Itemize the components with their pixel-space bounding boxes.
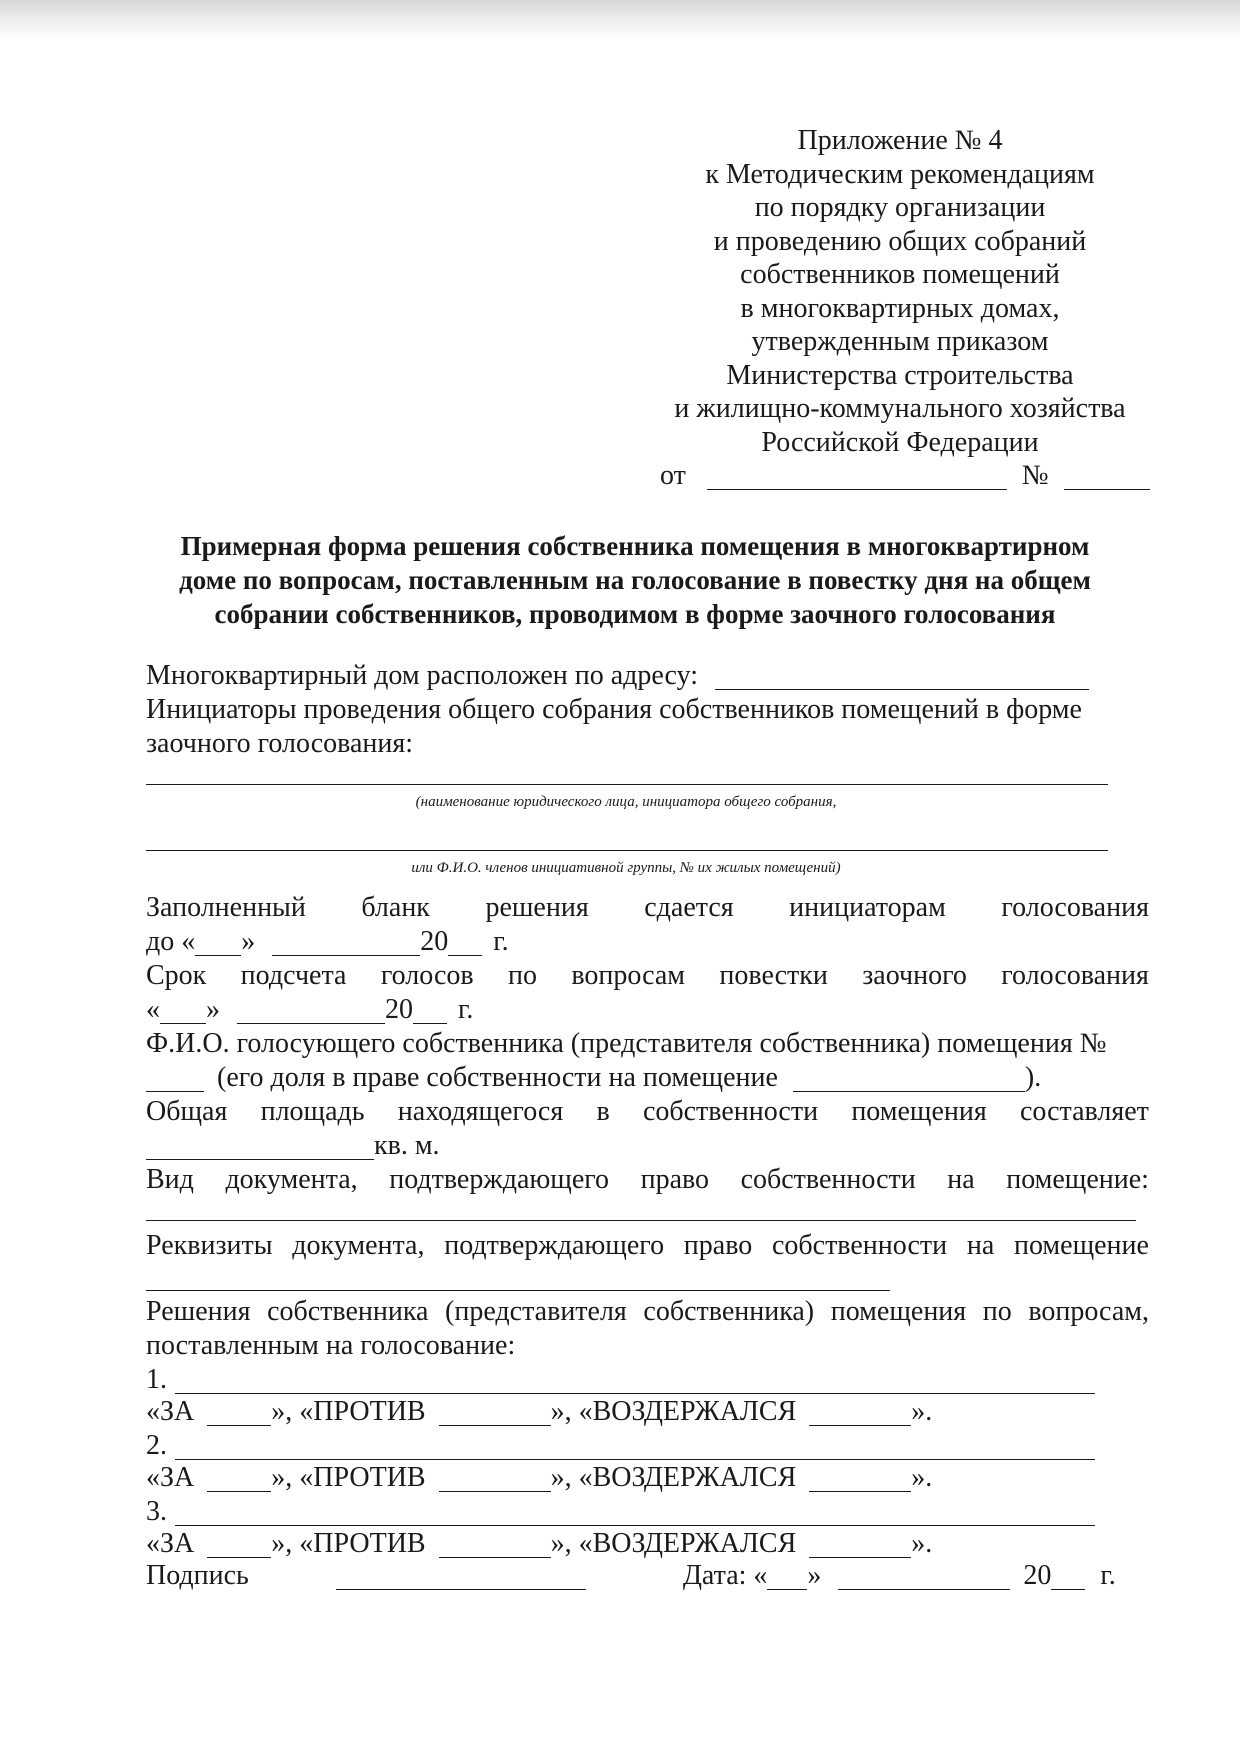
vote-abstain-label: », «ВОЗДЕРЖАЛСЯ [550, 1528, 797, 1559]
vote-end: ». [911, 1396, 933, 1427]
count-word: подсчета [240, 960, 347, 991]
appendix-line: и проведению общих собраний [713, 225, 1087, 257]
vote-abstain-label: », «ВОЗДЕРЖАЛСЯ [550, 1462, 797, 1493]
submit-word: сдается [644, 892, 734, 923]
share-line [146, 1062, 1041, 1094]
submit-until-label: до « [146, 926, 196, 957]
appendix-line: Министерства строительства [726, 359, 1074, 391]
initiators-line: Инициаторы проведения общего собрания собственников помещений в форме [146, 694, 1082, 725]
doc-req-word: помещение [1013, 1230, 1149, 1261]
decisions-word: помещения [830, 1296, 967, 1327]
submit-word: инициаторам [789, 892, 946, 923]
area-word: помещения [851, 1096, 987, 1127]
area-word: собственности [642, 1096, 819, 1127]
appendix-line: по порядку организации [754, 192, 1046, 223]
vote-end: ». [911, 1528, 933, 1559]
doc-req-word: право [683, 1230, 753, 1261]
count-date-line [146, 994, 473, 1026]
submission-date-line [146, 926, 509, 958]
appendix-line: Приложение № 4 [797, 125, 1003, 156]
vote-against-label: », «ПРОТИВ [271, 1396, 426, 1427]
address-field[interactable] [715, 663, 1089, 690]
vote-row [146, 1528, 932, 1560]
area-word: площадь [260, 1096, 365, 1127]
submit-word: голосования [1001, 892, 1149, 923]
count-word: Срок [146, 960, 207, 991]
vote-against-label: », «ПРОТИВ [271, 1528, 426, 1559]
date-quote-close: » [807, 1560, 822, 1591]
doc-type-word: помещение: [1006, 1164, 1149, 1195]
vote-row [146, 1396, 932, 1428]
signature-row [146, 1560, 1149, 1592]
share-text: (его доля в праве собственности на помещение [217, 1062, 778, 1093]
vote-row [146, 1462, 932, 1494]
doc-requisites-field[interactable] [146, 1264, 890, 1291]
doc-type-word: собственности [740, 1164, 916, 1195]
year-prefix: 20 [385, 994, 413, 1025]
decisions-line: поставленным на голосование: [146, 1330, 516, 1361]
vote-against-field[interactable] [439, 1465, 551, 1492]
vote-against-label: », «ПРОТИВ [271, 1462, 426, 1493]
order-date-field[interactable] [707, 463, 1007, 490]
area-line [146, 1096, 1149, 1128]
count-month-field[interactable] [237, 997, 385, 1024]
date-day-field[interactable] [767, 1563, 807, 1590]
vote-end: ». [911, 1462, 933, 1493]
decisions-word: по [982, 1296, 1012, 1327]
area-unit: кв. м. [374, 1130, 440, 1161]
area-word: находящегося [397, 1096, 564, 1127]
decisions-word: (представителя [445, 1296, 627, 1327]
appendix-line: Российской Федерации [761, 426, 1039, 458]
vote-for-label: «ЗА [146, 1528, 195, 1559]
premises-number-field[interactable] [146, 1065, 204, 1092]
initiator-name-field[interactable] [146, 758, 1108, 785]
date-year-field[interactable] [1051, 1563, 1085, 1590]
initiators-line: заочного голосования: [146, 728, 414, 759]
vote-for-label: «ЗА [146, 1462, 195, 1493]
fio-line: Ф.И.О. голосующего собственника (представителя собственника) помещения № [146, 1028, 1107, 1059]
vote-for-label: «ЗА [146, 1396, 195, 1427]
doc-requisites-line [146, 1230, 1149, 1262]
count-word: голосования [1001, 960, 1149, 991]
order-number-field[interactable] [1064, 463, 1150, 490]
submit-word: Заполненный [146, 892, 306, 923]
initiator-caption: (наименование юридического лица, инициатора общего собрания, [415, 794, 837, 810]
question-text-field[interactable] [175, 1367, 1095, 1394]
question-number: 3. [146, 1496, 167, 1527]
doc-type-field[interactable] [146, 1194, 1136, 1221]
area-field[interactable] [146, 1133, 374, 1160]
doc-type-word: на [947, 1164, 975, 1195]
area-word: Общая [146, 1096, 228, 1127]
count-word: голосов [380, 960, 474, 991]
date-month-field[interactable] [838, 1563, 1010, 1590]
submit-word: бланк [361, 892, 430, 923]
doc-type-word: документа, [225, 1164, 358, 1195]
count-line [146, 960, 1149, 992]
decisions-word: собственника [267, 1296, 429, 1327]
count-year-field[interactable] [413, 997, 447, 1024]
question-text-field[interactable] [175, 1433, 1095, 1460]
count-word: заочного [862, 960, 967, 991]
date-year-prefix: 20 [1023, 1560, 1052, 1591]
decisions-word: собственника) [643, 1296, 815, 1327]
appendix-line: в многоквартирных домах, [740, 292, 1060, 324]
signature-field[interactable] [336, 1563, 586, 1590]
ownership-share-field[interactable] [793, 1065, 1025, 1092]
date-year-suffix: г. [1100, 1560, 1116, 1591]
count-word: по [508, 960, 537, 991]
submit-month-field[interactable] [272, 929, 420, 956]
decisions-word: Решения [146, 1296, 251, 1327]
date-label: Дата: « [682, 1560, 768, 1591]
doc-req-word: документа, [292, 1230, 425, 1261]
vote-abstain-label: », «ВОЗДЕРЖАЛСЯ [550, 1396, 797, 1427]
appendix-line: и жилищно-коммунального хозяйства [674, 393, 1126, 424]
year-prefix: 20 [420, 926, 449, 957]
question-row [146, 1364, 1095, 1396]
appendix-line: к Методическим рекомендациям [705, 158, 1095, 190]
year-suffix: г. [458, 994, 474, 1025]
appendix-header [640, 124, 1160, 493]
count-word: повестки [719, 960, 828, 991]
initiator-group-caption: или Ф.И.О. членов инициативной группы, № их жилых помещений) [411, 860, 841, 876]
address-line [146, 660, 1089, 692]
vote-abstain-field[interactable] [809, 1399, 911, 1426]
decisions-line [146, 1296, 1149, 1328]
area-word: составляет [1019, 1096, 1149, 1127]
question-row [146, 1496, 1095, 1528]
count-day-field[interactable] [160, 997, 206, 1024]
vote-against-field[interactable] [439, 1531, 551, 1558]
title-line: Примерная форма решения собственника помещения в многоквартирном [180, 531, 1090, 561]
share-close: ). [1024, 1062, 1042, 1093]
decisions-word: вопросам, [1028, 1296, 1149, 1327]
doc-type-word: Вид [146, 1164, 194, 1195]
count-word: вопросам [571, 960, 686, 991]
question-row [146, 1430, 1095, 1462]
doc-req-word: Реквизиты [146, 1230, 273, 1261]
submit-day-field[interactable] [195, 929, 241, 956]
submit-word: решения [485, 892, 589, 923]
vote-against-field[interactable] [439, 1399, 551, 1426]
quote-close: » [206, 994, 220, 1025]
appendix-line: утвержденным приказом [751, 326, 1049, 357]
initiator-group-field[interactable] [146, 824, 1108, 851]
address-label: Многоквартирный дом расположен по адресу: [146, 660, 699, 691]
question-text-field[interactable] [175, 1499, 1095, 1526]
order-number-label: № [1021, 460, 1049, 491]
quote-open: « [146, 994, 160, 1025]
vote-for-field[interactable] [207, 1531, 271, 1558]
vote-for-field[interactable] [207, 1399, 271, 1426]
vote-abstain-field[interactable] [809, 1465, 911, 1492]
question-number: 1. [146, 1364, 167, 1395]
vote-abstain-field[interactable] [809, 1531, 911, 1558]
question-number: 2. [146, 1430, 167, 1461]
doc-req-word: на [966, 1230, 995, 1261]
appendix-line: собственников помещений [740, 259, 1060, 290]
year-suffix: г. [493, 926, 509, 957]
quote-close: » [241, 926, 256, 957]
vote-for-field[interactable] [207, 1465, 271, 1492]
doc-req-word: подтверждающего [444, 1230, 665, 1261]
doc-type-line [146, 1164, 1149, 1196]
document-title [140, 529, 1130, 631]
doc-type-word: право [640, 1164, 710, 1195]
area-word: в [596, 1096, 610, 1127]
signature-label: Подпись [146, 1560, 249, 1591]
order-date-number-line [640, 459, 1160, 493]
title-line: собрании собственников, проводимом в форме заочного голосования [214, 599, 1056, 629]
doc-type-word: подтверждающего [389, 1164, 610, 1195]
submit-year-field[interactable] [448, 929, 482, 956]
title-line: доме по вопросам, поставленным на голосование в повестку дня на общем [179, 565, 1091, 595]
order-from-label: от [660, 460, 686, 491]
submission-line [146, 892, 1149, 924]
doc-req-word: собственности [771, 1230, 948, 1261]
area-value-line [146, 1130, 440, 1162]
